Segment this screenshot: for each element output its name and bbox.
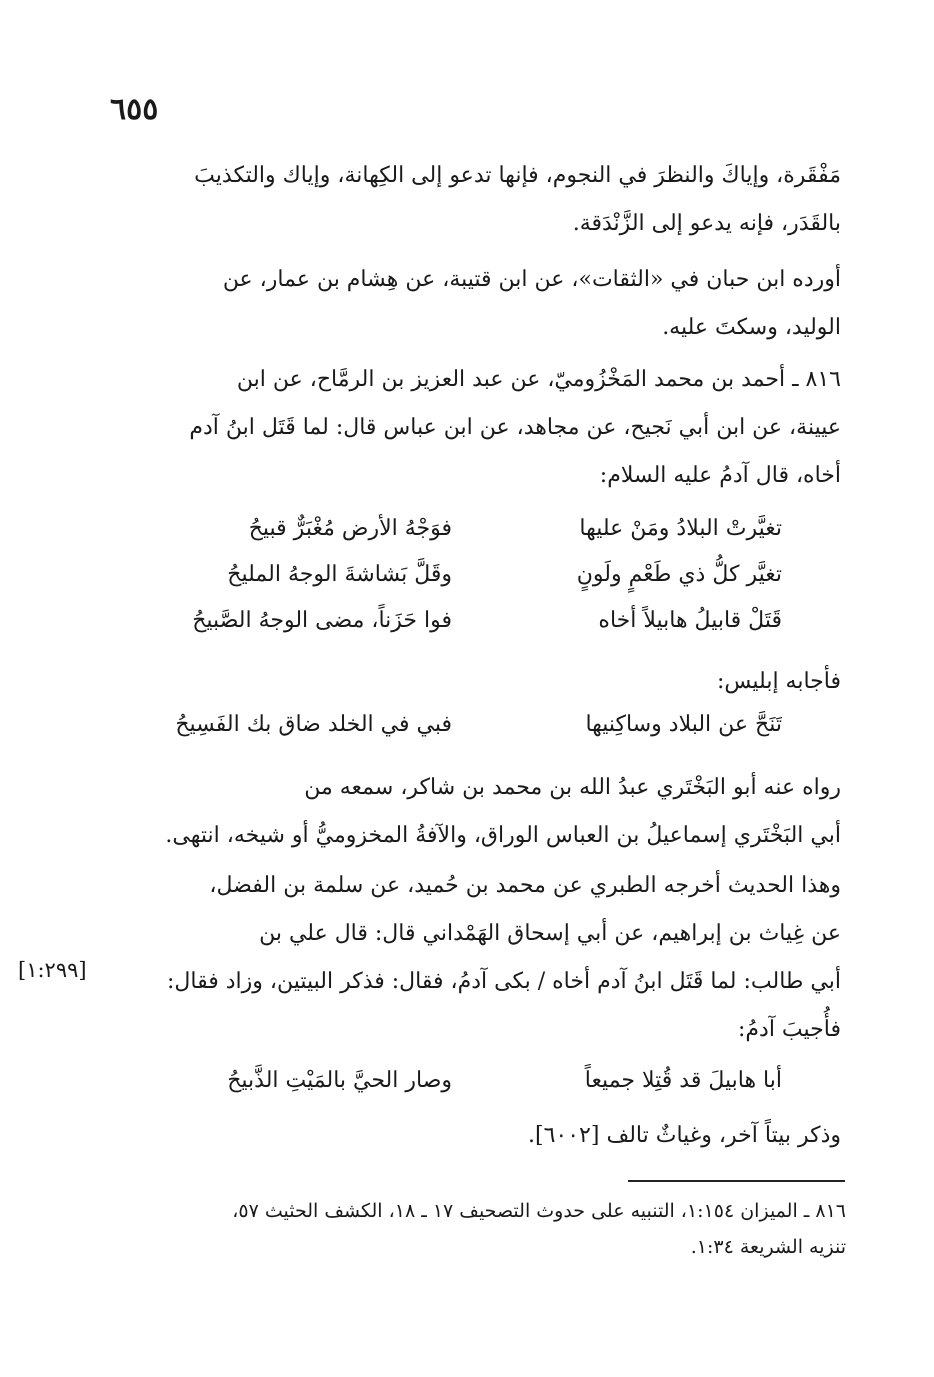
verse-second-hemistich: وقَلَّ بَشاشةَ الوجهُ المليحُ [227, 562, 452, 587]
verse-line [142, 598, 782, 644]
text-line: أورده ابن حبان في «الثقات»، عن ابن قتيبة، عن هِشام بن عمار، عن [222, 267, 841, 292]
margin-reference: [١:٢٩٩] [18, 958, 87, 982]
text-line: أبي البَخْتَري إسماعيلُ بن العباس الوراق، والآفةُ المخزوميُّ أو شيخه، انتهى. [165, 823, 841, 848]
footnote [106, 1193, 846, 1265]
footnote-line: ٨١٦ ـ الميزان ١:١٥٤، التنبيه على حدوث التصحيف ١٧ ـ ١٨، الكشف الحثيث ٥٧، [232, 1200, 846, 1222]
text-line: أبي طالب: لما قَتَل ابنُ آدم أخاه / بكى آدمُ، فقال: فذكر البيتين، وزاد فقال: [167, 969, 841, 994]
verse-line [142, 552, 782, 598]
paragraph-hadith-816 [111, 356, 841, 500]
paragraph-5 [111, 862, 841, 1054]
paragraph-2 [111, 256, 841, 352]
text-line: الوليد، وسكتَ عليه. [662, 315, 841, 340]
verse-second-hemistich: فوا حَزَناً، مضى الوجهُ الصَّبيحُ [192, 608, 452, 633]
poem-adam [142, 506, 782, 644]
text-line: أخاه، قال آدمُ عليه السلام: [599, 463, 841, 488]
poem-iblis [142, 702, 782, 748]
text-line: وذكر بيتاً آخر، وغياثٌ تالف [٦٠٠٢]. [528, 1123, 841, 1148]
text-line: ٨١٦ ـ أحمد بن محمد المَخْزُوميّ، عن عبد العزيز بن الرمَّاح، عن ابن [236, 367, 841, 392]
verse-first-hemistich: قَتَلْ قابيلُ هابيلاً أخاه [598, 608, 782, 633]
verse-first-hemistich: تَنَحَّ عن البلاد وساكِنيها [585, 712, 782, 737]
footnote-line: تنزيه الشريعة ١:٣٤. [690, 1236, 846, 1258]
verse-first-hemistich: تغيَّر كلُّ ذي طَعْمٍ ولَونٍ [576, 562, 782, 587]
text-line: مَفْقَرة، وإياكَ والنظرَ في النجوم، فإنها تدعو إلى الكِهانة، وإياك والتكذيبَ [194, 163, 841, 188]
page-number: ٦٥٥ [110, 92, 159, 127]
verse-line [142, 702, 782, 748]
paragraph-6 [111, 1112, 841, 1160]
text-line: بالقَدَر، فإنه يدعو إلى الزَّنْدَقة. [572, 211, 841, 236]
text-line: فأُجيبَ آدمُ: [738, 1017, 841, 1042]
iblis-intro [111, 658, 841, 706]
verse-line [142, 506, 782, 552]
footnote-separator [628, 1180, 845, 1182]
text-line: فأجابه إبليس: [716, 669, 841, 694]
poem-reply [142, 1058, 782, 1104]
verse-first-hemistich: أبا هابيلَ قد قُتِلا جميعاً [584, 1068, 782, 1093]
text-line: عن غِياث بن إبراهيم، عن أبي إسحاق الهَمْداني قال: قال علي بن [259, 921, 841, 946]
verse-first-hemistich: تغيَّرتْ البلادُ ومَنْ عليها [579, 516, 782, 541]
paragraph-4 [111, 764, 841, 860]
verse-second-hemistich: وصار الحيَّ بالمَيْتِ الذَّبيحُ [227, 1068, 452, 1093]
text-line: عيينة، عن ابن أبي نَجيح، عن مجاهد، عن ابن عباس قال: لما قَتَل ابنُ آدم [189, 415, 841, 440]
text-line: وهذا الحديث أخرجه الطبري عن محمد بن حُميد، عن سلمة بن الفضل، [209, 873, 841, 898]
paragraph-1 [111, 152, 841, 248]
verse-second-hemistich: فبي في الخلد ضاق بك الفَسِيحُ [175, 712, 452, 737]
verse-second-hemistich: فوَجْهُ الأرض مُغْبَرٌّ قبيحُ [248, 516, 452, 541]
verse-line [142, 1058, 782, 1104]
text-line: رواه عنه أبو البَخْتَري عبدُ الله بن محمد بن شاكر، سمعه من [304, 775, 841, 800]
